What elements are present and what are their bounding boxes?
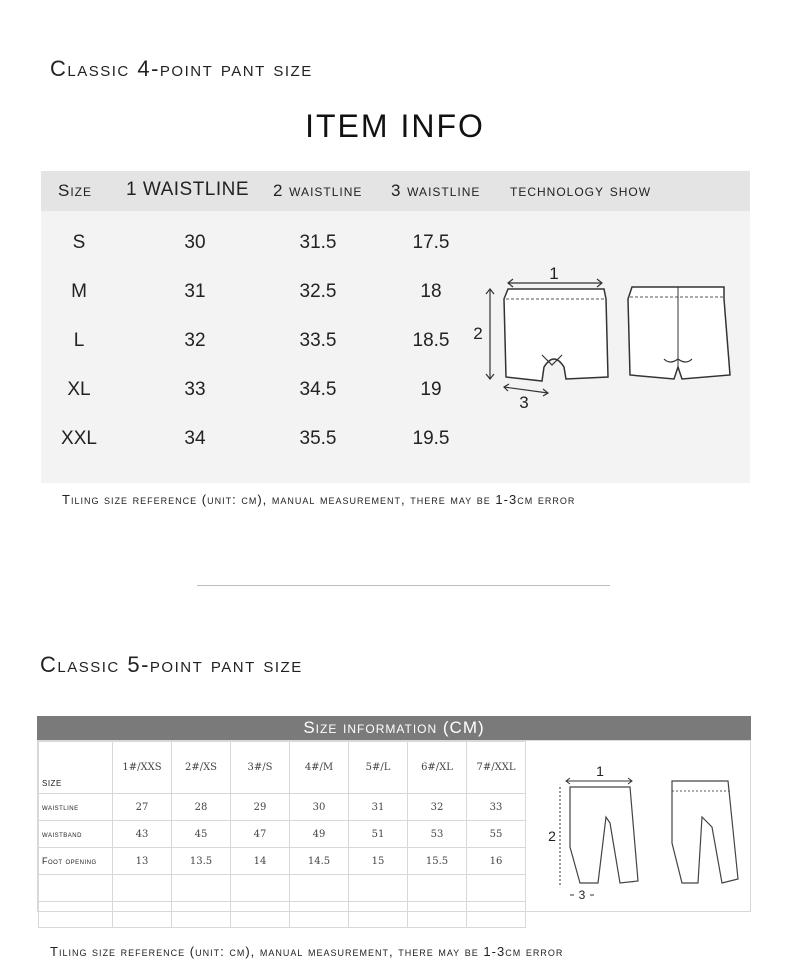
table-cell [408, 875, 467, 902]
back-pants-outline [672, 781, 738, 883]
table-cell: 14.5 [290, 848, 349, 875]
cell-waistline-2: 35.5 [299, 428, 337, 449]
table-cell [231, 875, 290, 902]
size-table-5point [37, 740, 751, 912]
size-column-header: 4#/M [290, 742, 349, 794]
front-shorts-outline [504, 289, 608, 381]
cell-waistline-1: 31 [184, 281, 206, 302]
table-cell: 13 [113, 848, 172, 875]
cell-waistline-1: 30 [184, 232, 206, 253]
cell-waistline-1: 33 [184, 379, 206, 400]
cell-waistline-1: 34 [184, 428, 206, 449]
size-column-header: 1#/XXS [113, 742, 172, 794]
size-column-header: 3#/S [231, 742, 290, 794]
table-cell [172, 902, 231, 928]
table-cell: 33 [467, 794, 526, 821]
cell-size: XXL [61, 428, 97, 449]
size-column-header: 2#/XS [172, 742, 231, 794]
table-cell: 47 [231, 821, 290, 848]
table-row [39, 848, 526, 875]
table-cell: 15 [349, 848, 408, 875]
table-cell: 13.5 [172, 848, 231, 875]
table-cell [349, 875, 408, 902]
table-cell: 15.5 [408, 848, 467, 875]
section2-title: Classic 5-point pant size [40, 652, 303, 677]
table-row [39, 821, 526, 848]
cell-waistline-3: 19.5 [412, 428, 450, 449]
cell-waistline-2: 32.5 [299, 281, 337, 302]
header-waistline-2: 2 waistline [273, 181, 363, 200]
cell-waistline-2: 31.5 [299, 232, 337, 253]
table-cell: 14 [231, 848, 290, 875]
header-waistline-3: 3 waistline [391, 181, 481, 200]
table-cell [290, 902, 349, 928]
size-column-header: 7#/XXL [467, 742, 526, 794]
pants-measurement-diagram [526, 747, 748, 907]
cell-waistline-1: 32 [184, 330, 206, 351]
cell-waistline-2: 33.5 [299, 330, 337, 351]
header-technology-show: technology show [510, 181, 652, 200]
measurement-note: Tiling size reference (unit: cm), manual measurement, there may be 1-3cm error [50, 944, 564, 959]
table-cell [172, 875, 231, 902]
size-column-header: 5#/L [349, 742, 408, 794]
table-cell [39, 902, 113, 928]
cell-waistline-3: 18 [420, 281, 442, 302]
measure-label-2: 2 [548, 828, 556, 844]
table-cell [39, 875, 113, 902]
section1-title: Classic 4-point pant size [50, 56, 313, 81]
size-information-header: Size information (CM) [37, 716, 751, 740]
measure-label-2: 2 [473, 324, 483, 343]
table-cell [467, 902, 526, 928]
shorts-measurement-diagram [470, 255, 740, 415]
table-cell [231, 902, 290, 928]
item-info-heading: ITEM INFO [305, 108, 485, 144]
table-cell: 53 [408, 821, 467, 848]
header-size: Size [58, 181, 93, 200]
table-cell: 51 [349, 821, 408, 848]
header-waistline-1: 1 WAISTLINE [126, 179, 250, 200]
cell-size: S [72, 232, 86, 253]
table-cell: 27 [113, 794, 172, 821]
table-cell: 16 [467, 848, 526, 875]
cell-waistline-2: 34.5 [299, 379, 337, 400]
table-row [39, 794, 526, 821]
cell-waistline-3: 17.5 [412, 232, 450, 253]
table-cell: 32 [408, 794, 467, 821]
table-cell: 30 [290, 794, 349, 821]
front-pants-outline [570, 787, 638, 883]
table-row [39, 875, 526, 902]
cell-waistline-3: 19 [420, 379, 442, 400]
section-divider [197, 585, 610, 586]
table-cell: 43 [113, 821, 172, 848]
measure-label-1: 1 [549, 264, 559, 283]
measure-label-1: 1 [596, 763, 604, 779]
back-shorts-outline [628, 287, 730, 379]
table-header-row [41, 171, 750, 211]
cell-size: M [71, 281, 87, 302]
table-cell: 49 [290, 821, 349, 848]
size-label: size [39, 742, 113, 794]
table-cell: 45 [172, 821, 231, 848]
size-column-header: 6#/XL [408, 742, 467, 794]
table-cell: 55 [467, 821, 526, 848]
table-cell [290, 875, 349, 902]
table-cell: 31 [349, 794, 408, 821]
table-cell [467, 875, 526, 902]
table-cell [408, 902, 467, 928]
table-cell: 28 [172, 794, 231, 821]
table-cell [113, 875, 172, 902]
measure-label-3: 3 [519, 393, 529, 412]
row-label-waistline: waistline [39, 794, 113, 821]
cell-size: XL [67, 379, 91, 400]
table-row [39, 742, 526, 794]
table-cell [113, 902, 172, 928]
cell-waistline-3: 18.5 [412, 330, 450, 351]
cell-size: L [73, 330, 85, 351]
table-cell: 29 [231, 794, 290, 821]
measurement-note: Tiling size reference (unit: cm), manual measurement, there may be 1-3cm error [62, 492, 576, 507]
row-label-waistband: waistband [39, 821, 113, 848]
row-label-foot-opening: Foot opening [39, 848, 113, 875]
table-row [39, 902, 526, 928]
measure-label-3: 3 [578, 888, 586, 902]
table-cell [349, 902, 408, 928]
